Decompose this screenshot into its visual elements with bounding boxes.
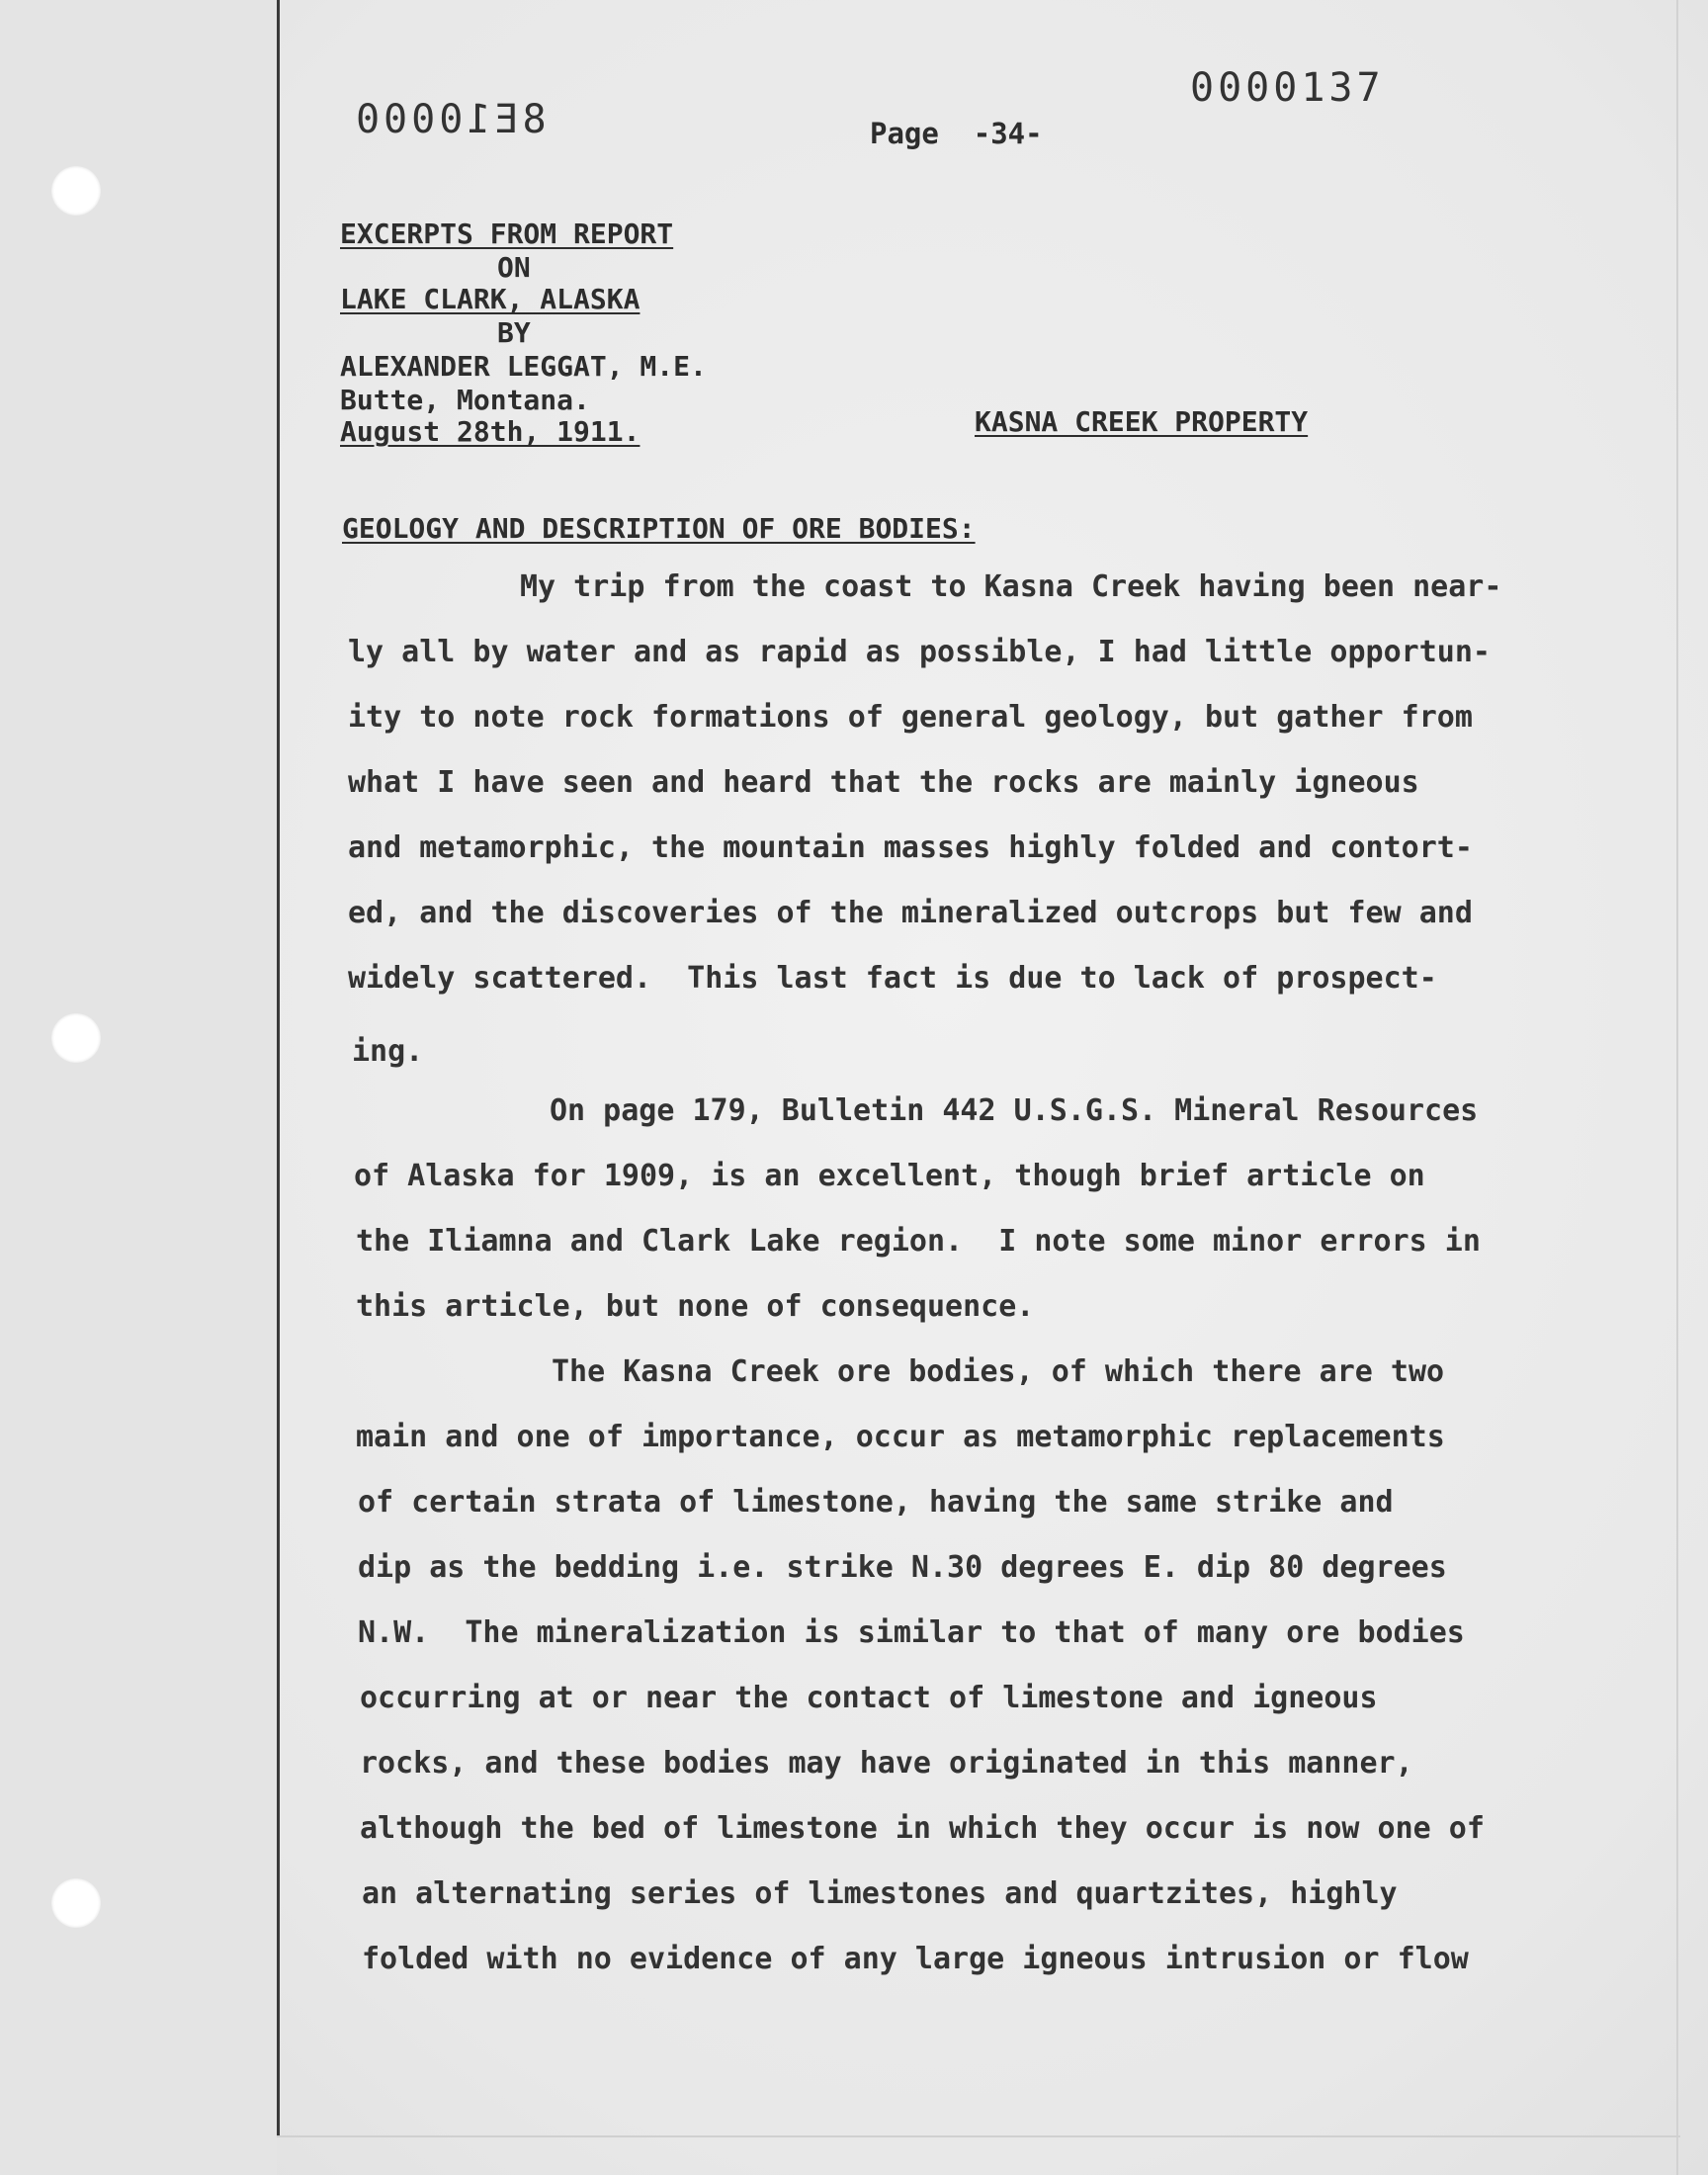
body-line: ly all by water and as rapid as possible, I had little opportun- (348, 635, 1491, 669)
body-line: widely scattered. This last fact is due to lack of prospect- (348, 961, 1437, 996)
page-edge-right (1676, 0, 1678, 2175)
body-line: The Kasna Creek ore bodies, of which there are two (552, 1354, 1445, 1389)
body-line: an alternating series of limestones and quartzites, highly (362, 1876, 1398, 1911)
punch-hole-bottom (51, 1878, 101, 1928)
header-line-city: Butte, Montana. (340, 384, 590, 416)
punch-hole-top (51, 166, 101, 216)
body-line: folded with no evidence of any large igneous intrusion or flow (362, 1942, 1469, 1976)
body-line: main and one of importance, occur as metamorphic replacements (356, 1420, 1445, 1454)
body-line: ity to note rock formations of general geology, but gather from (348, 700, 1473, 735)
body-line: ing. (352, 1034, 424, 1069)
body-line: of Alaska for 1909, is an excellent, though brief article on (354, 1159, 1425, 1193)
header-line-by: BY (497, 316, 531, 349)
document-number-stamp-right: 0000137 (1190, 65, 1385, 111)
punch-hole-middle (51, 1013, 101, 1063)
body-line: occurring at or near the contact of limestone and igneous (360, 1681, 1378, 1715)
body-line: of certain strata of limestone, having the same strike and (358, 1485, 1394, 1520)
header-line-date: August 28th, 1911. (340, 415, 640, 448)
body-line: dip as the bedding i.e. strike N.30 degrees E. dip 80 degrees (358, 1550, 1447, 1585)
body-line: rocks, and these bodies may have originated in this manner, (360, 1746, 1413, 1781)
body-line: My trip from the coast to Kasna Creek having been near- (520, 569, 1502, 604)
header-line-location: LAKE CLARK, ALASKA (340, 283, 640, 315)
body-line: what I have seen and heard that the rocks are mainly igneous (348, 765, 1419, 800)
body-line: the Iliamna and Clark Lake region. I note some minor errors in (356, 1224, 1481, 1259)
page-edge-bottom (277, 2135, 1680, 2137)
header-line-on: ON (497, 251, 531, 284)
header-line-excerpts: EXCERPTS FROM REPORT (340, 218, 674, 250)
body-line: ed, and the discoveries of the mineralized outcrops but few and (348, 896, 1473, 930)
binder-line (277, 0, 280, 2135)
property-title: KASNA CREEK PROPERTY (975, 405, 1309, 438)
section-title: GEOLOGY AND DESCRIPTION OF ORE BODIES: (342, 512, 976, 545)
body-line: On page 179, Bulletin 442 U.S.G.S. Mineral Resources (550, 1093, 1479, 1128)
header-line-author: ALEXANDER LEGGAT, M.E. (340, 350, 707, 383)
body-line: N.W. The mineralization is similar to that of many ore bodies (358, 1615, 1465, 1650)
page-number: Page -34- (870, 117, 1043, 150)
body-line: and metamorphic, the mountain masses highly folded and contort- (348, 830, 1473, 865)
document-number-stamp-left: 8E10000 (352, 97, 547, 142)
body-line: this article, but none of consequence. (356, 1289, 1035, 1324)
body-line: although the bed of limestone in which they occur is now one of (360, 1811, 1485, 1846)
left-margin (0, 0, 277, 2175)
